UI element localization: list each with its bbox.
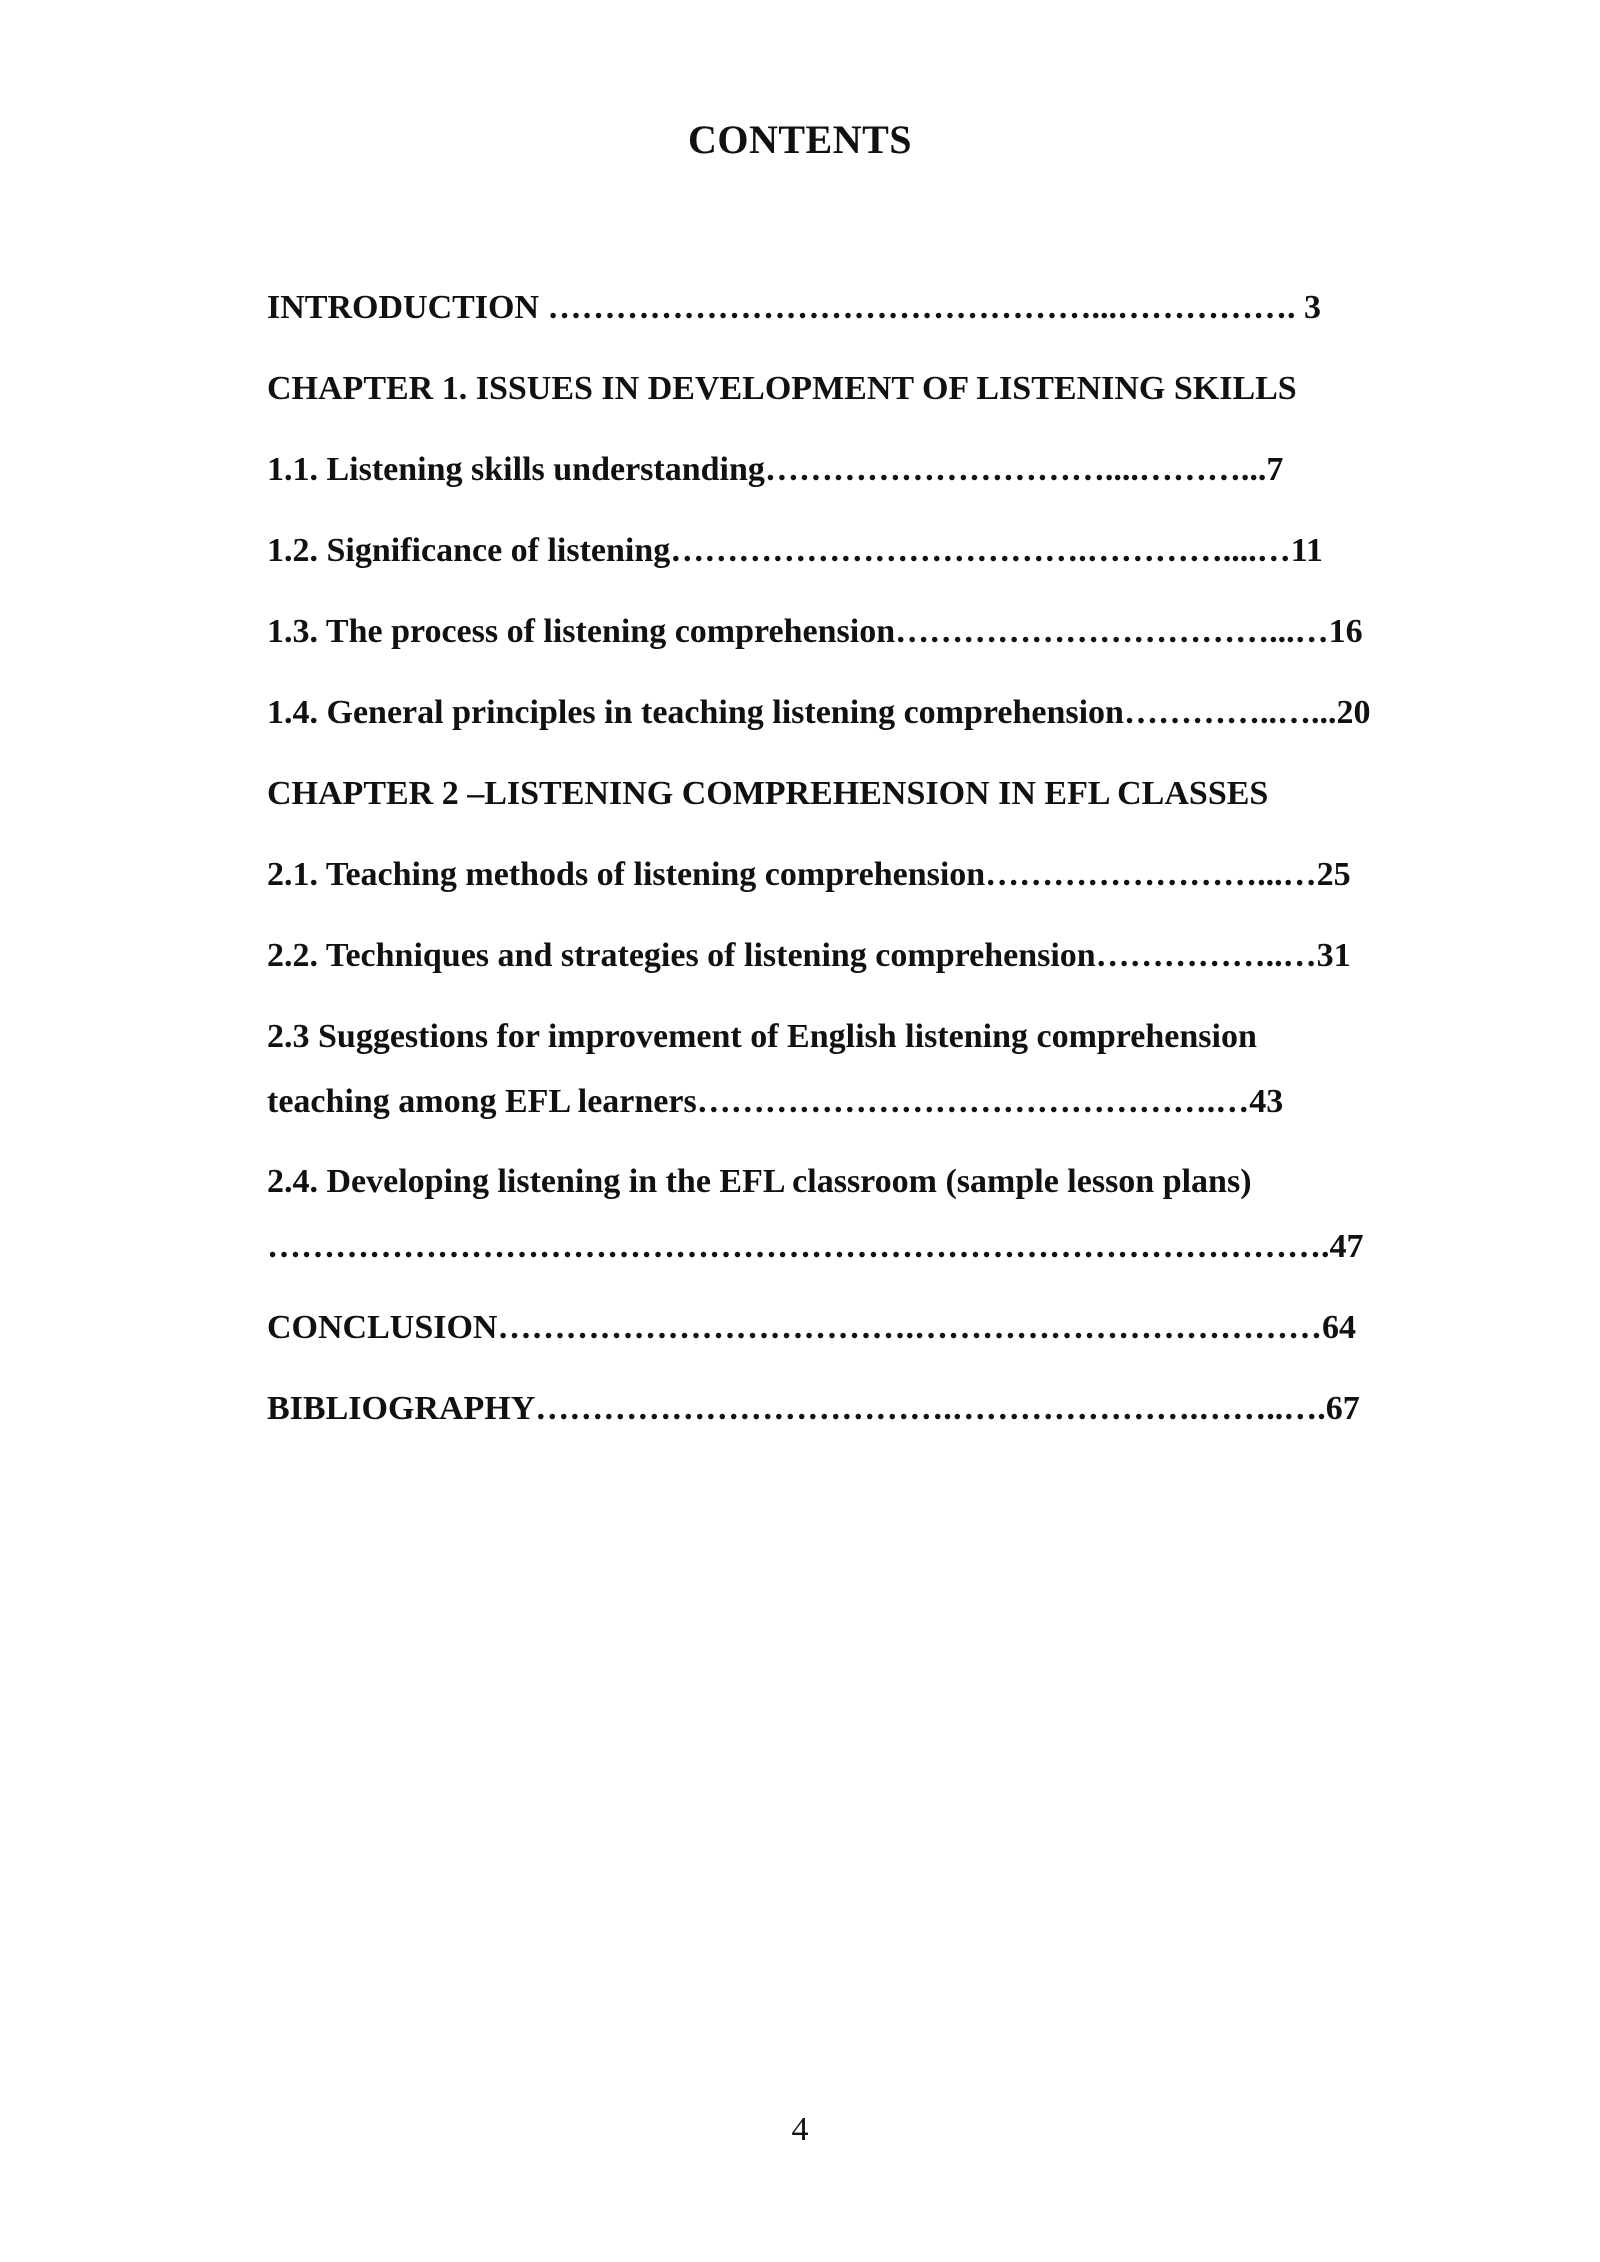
toc-chapter-2-heading: CHAPTER 2 –LISTENING COMPREHENSION IN EFL CLASSES: [267, 775, 1269, 812]
toc-entry-2-4-line-1: 2.4. Developing listening in the EFL classroom (sample lesson plans): [267, 1163, 1252, 1200]
toc-entry-2-3-line-1: 2.3 Suggestions for improvement of English listening comprehension: [267, 1018, 1257, 1055]
page-title: CONTENTS: [687, 117, 913, 162]
toc-entry-1-4: 1.4. General principles in teaching listening comprehension…………..…...20: [267, 694, 1371, 731]
toc-entry-introduction: INTRODUCTION …………………………………………...……………. 3: [267, 289, 1322, 326]
toc-entry-2-4-line-2: ………………………………………………………………………………….47: [267, 1228, 1364, 1265]
toc-chapter-1-heading: CHAPTER 1. ISSUES IN DEVELOPMENT OF LISTENING SKILLS: [267, 370, 1297, 407]
toc-entry-conclusion: CONCLUSION……………………………….………………………………64: [267, 1309, 1356, 1346]
toc-entry-1-3: 1.3. The process of listening comprehension……………………………...…16: [267, 613, 1363, 650]
page-number: 4: [791, 2111, 809, 2148]
toc-entry-1-2: 1.2. Significance of listening……………………………….…………....…11: [267, 532, 1323, 569]
toc-entry-1-1: 1.1. Listening skills understanding…………………………....………...7: [267, 451, 1284, 488]
toc-entry-2-1: 2.1. Teaching methods of listening comprehension……………………...…25: [267, 856, 1351, 893]
toc-entry-2-2: 2.2. Techniques and strategies of listening comprehension……………..…31: [267, 937, 1351, 974]
toc-entry-2-3-line-2: teaching among EFL learners……………………………………….…43: [267, 1083, 1284, 1120]
toc-entry-bibliography: BIBLIOGRAPHY……………………………….………………….……..….67: [267, 1390, 1360, 1427]
